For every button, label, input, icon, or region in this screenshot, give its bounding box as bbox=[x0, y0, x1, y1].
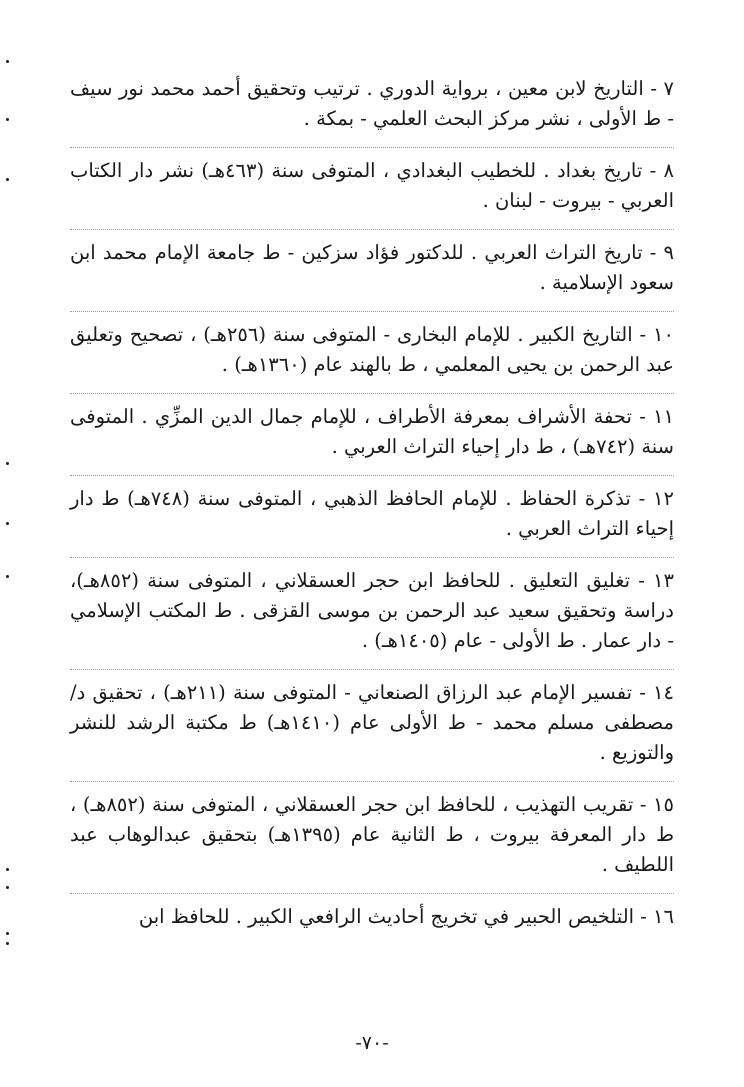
bibliography-entry-15: ١٥ - تقريب التهذيب ، للحافظ ابن حجر العسقلاني ، المتوفى سنة (٨٥٢هـ) ، ط دار المعرفة بيروت ، ط الثانية عام (١٣٩٥هـ) بتحقيق عبدالوهاب عبد اللطيف . bbox=[70, 790, 674, 902]
bibliography-list bbox=[70, 74, 674, 954]
page-number: -٧٠- bbox=[355, 1032, 389, 1054]
scan-speck bbox=[6, 60, 9, 63]
scan-speck bbox=[6, 942, 9, 945]
bibliography-entry-7: ٧ - التاريخ لابن معين ، برواية الدوري . ترتيب وتحقيق أحمد محمد نور سيف - ط الأولى ، نشر مركز البحث العلمي - بمكة . bbox=[70, 74, 674, 156]
bibliography-entry-14: ١٤ - تفسير الإمام عبد الرزاق الصنعاني - المتوفى سنة (٢١١هـ) ، تحقيق د/ مصطفى مسلم محمد - ط الأولى عام (١٤١٠هـ) ط مكتبة الرشد للنشر والتوزيع . bbox=[70, 678, 674, 790]
scan-speck bbox=[6, 932, 9, 935]
bibliography-entry-11: ١١ - تحفة الأشراف بمعرفة الأطراف ، للإمام جمال الدين المزِّي . المتوفى سنة (٧٤٢هـ) ، ط دار إحياء التراث العربي . bbox=[70, 402, 674, 484]
bibliography-entry-16: ١٦ - التلخيص الحبير في تخريج أحاديث الرافعي الكبير . للحافظ ابن bbox=[138, 905, 674, 928]
scan-speck bbox=[6, 462, 9, 465]
scan-speck bbox=[6, 868, 9, 871]
scan-speck bbox=[6, 575, 9, 578]
bibliography-entry-8: ٨ - تاريخ بغداد . للخطيب البغدادي ، المتوفى سنة (٤٦٣هـ) نشر دار الكتاب العربي - بيروت - لبنان . bbox=[70, 156, 674, 238]
bibliography-entry-9: ٩ - تاريخ التراث العربي . للدكتور فؤاد سزكين - ط جامعة الإمام محمد ابن سعود الإسلامية . bbox=[70, 238, 674, 320]
bibliography-entry-13: ١٣ - تغليق التعليق . للحافظ ابن حجر العسقلاني ، المتوفى سنة (٨٥٢هـ)، دراسة وتحقيق سعيد عبد الرحمن بن موسى القزقى . ط المكتب الإسلامي - دار عمار . ط الأولى - عام (١٤٠٥هـ) . bbox=[70, 566, 674, 678]
scan-speck bbox=[6, 178, 9, 181]
bibliography-entry-12: ١٢ - تذكرة الحفاظ . للإمام الحافظ الذهبي ، المتوفى سنة (٧٤٨هـ) ط دار إحياء التراث العربي . bbox=[70, 484, 674, 566]
scan-speck bbox=[6, 886, 9, 889]
bibliography-entry-10: ١٠ - التاريخ الكبير . للإمام البخارى - المتوفى سنة (٢٥٦هـ) ، تصحيح وتعليق عبد الرحمن بن يحيى المعلمي ، ط بالهند عام (١٣٦٠هـ) . bbox=[70, 320, 674, 402]
scan-speck bbox=[6, 522, 9, 525]
scan-speck bbox=[6, 118, 9, 121]
